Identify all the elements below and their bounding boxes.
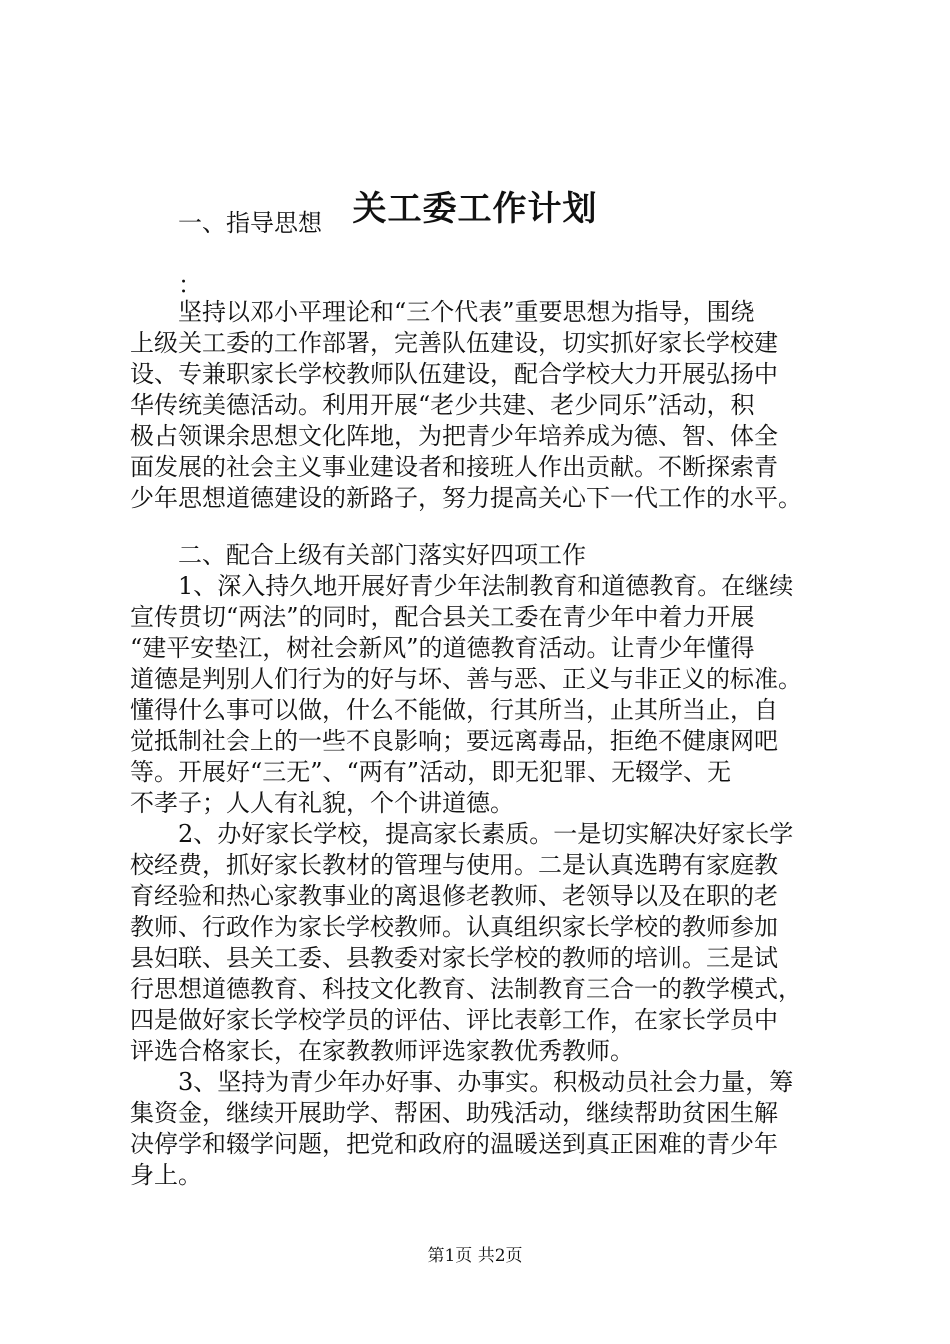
paragraph-line: 道德是判别人们行为的好与坏、善与恶、正义与非正义的标准。 — [130, 665, 802, 693]
paragraph-line: 四是做好家长学校学员的评估、评比表彰工作，在家长学员中 — [130, 1006, 778, 1034]
paragraph-line: 宣传贯切“两法”的同时，配合县关工委在青少年中着力开展 — [130, 603, 755, 631]
paragraph-line: 不孝子；人人有礼貌，个个讲道德。 — [130, 789, 514, 817]
paragraph-line: “建平安垫江，树社会新风”的道德教育活动。让青少年懂得 — [130, 634, 755, 662]
paragraph-line: 校经费，抓好家长教材的管理与使用。二是认真选聘有家庭教 — [130, 851, 778, 879]
paragraph-line: 觉抵制社会上的一些不良影响；要远离毒品，拒绝不健康网吧 — [130, 727, 778, 755]
paragraph-line: 懂得什么事可以做，什么不能做，行其所当，止其所当止，自 — [130, 696, 778, 724]
page-footer: 第1页 共2页 — [427, 1246, 523, 1266]
paragraph-line: 行思想道德教育、科技文化教育、法制教育三合一的教学模式， — [130, 975, 802, 1003]
paragraph-line: 坚持以邓小平理论和“三个代表”重要思想为指导，围绕 — [178, 298, 755, 326]
document-title: 关工委工作计划 — [352, 189, 598, 229]
paragraph-line: 设、专兼职家长学校教师队伍建设，配合学校大力开展弘扬中 — [130, 360, 778, 388]
paragraph-line: 等。开展好“三无”、“两有”活动，即无犯罪、无辍学、无 — [130, 758, 732, 786]
section2-heading: 二、配合上级有关部门落实好四项工作 — [178, 541, 586, 569]
paragraph-line: 少年思想道德建设的新路子，努力提高关心下一代工作的水平。 — [130, 484, 802, 512]
paragraph-line: 华传统美德活动。利用开展“老少共建、老少同乐”活动，积 — [130, 391, 755, 419]
paragraph-line: 3、坚持为青少年办好事、办事实。积极动员社会力量，筹 — [178, 1068, 794, 1096]
paragraph-line: 县妇联、县关工委、县教委对家长学校的教师的培训。三是试 — [130, 944, 778, 972]
paragraph-line: 决停学和辍学问题，把党和政府的温暖送到真正困难的青少年 — [130, 1130, 778, 1158]
paragraph-line: 教师、行政作为家长学校教师。认真组织家长学校的教师参加 — [130, 913, 778, 941]
paragraph-line: 身上。 — [130, 1161, 202, 1189]
paragraph-line: 极占领课余思想文化阵地，为把青少年培养成为德、智、体全 — [130, 422, 778, 450]
paragraph-line: 育经验和热心家教事业的离退修老教师、老领导以及在职的老 — [130, 882, 778, 910]
section1-colon: ： — [178, 271, 202, 299]
paragraph-line: 面发展的社会主义事业建设者和接班人作出贡献。不断探索青 — [130, 453, 778, 481]
section1-heading: 一、指导思想 — [178, 209, 322, 237]
paragraph-line: 集资金，继续开展助学、帮困、助残活动，继续帮助贫困生解 — [130, 1099, 778, 1127]
paragraph-line: 评选合格家长，在家教教师评选家教优秀教师。 — [130, 1037, 634, 1065]
paragraph-line: 1、深入持久地开展好青少年法制教育和道德教育。在继续 — [178, 572, 794, 600]
paragraph-line: 2、办好家长学校，提高家长素质。一是切实解决好家长学 — [178, 820, 794, 848]
paragraph-line: 上级关工委的工作部署，完善队伍建设，切实抓好家长学校建 — [130, 329, 778, 357]
